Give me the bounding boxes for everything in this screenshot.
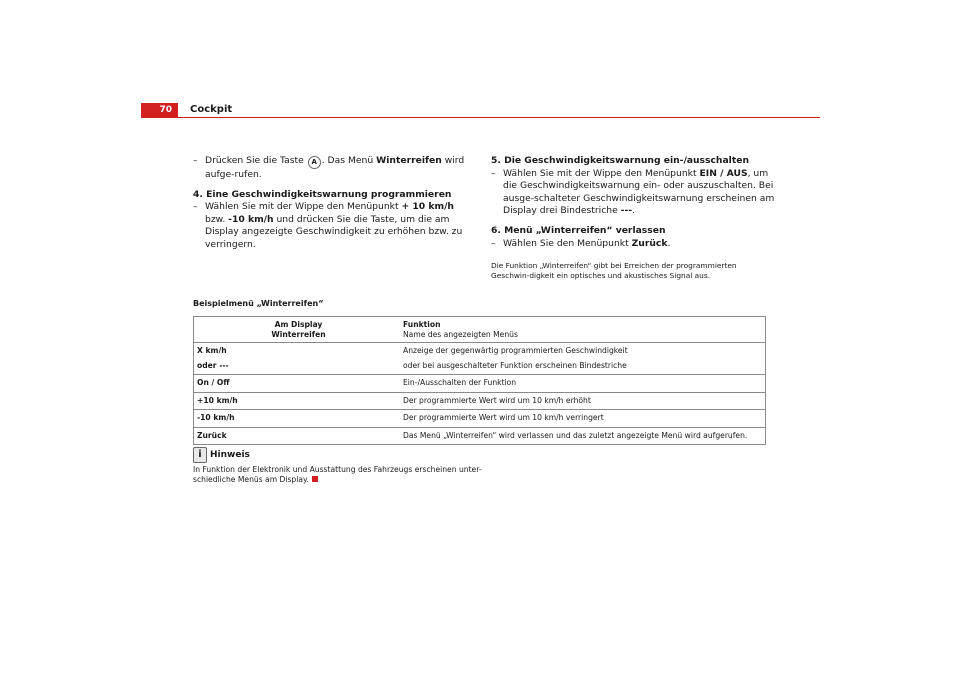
cell-text: oder --- <box>197 360 229 370</box>
button-a-icon: A <box>308 156 321 169</box>
table-row <box>194 427 765 445</box>
left-column <box>193 155 471 252</box>
table-header-row <box>194 317 765 342</box>
table-cell <box>403 428 765 445</box>
menu-item: EIN / AUS <box>699 167 748 179</box>
table-row <box>194 392 765 410</box>
table-cell <box>403 343 765 374</box>
note-box <box>193 444 483 486</box>
cell-text: Zurück <box>197 430 227 440</box>
table-cell <box>194 375 403 392</box>
header-text: Winterreifen <box>271 330 326 339</box>
menu-item: + 10 km/h <box>401 201 454 213</box>
menu-table <box>193 316 766 445</box>
text: bzw. <box>205 213 229 225</box>
header-rule <box>141 117 820 118</box>
function-note: Die Funktion „Winterreifen“ gibt bei Erreichen der programmierten Geschwin-digkeit ein optisches und akustisches Signal aus. <box>491 261 737 281</box>
header-text: Am Display <box>274 320 323 329</box>
page-number: 70 <box>141 103 178 118</box>
cell-text: Der programmierte Wert wird um 10 km/h erhöht <box>403 395 591 405</box>
text: , um die Geschwindigkeitswarnung ein- oder auszuschalten. Bei ausge-schalteter Geschwindigkeitswarnung erscheinen am Display drei Bindestriche <box>503 167 775 217</box>
text: . Das Menü <box>321 155 377 166</box>
table-cell <box>194 410 403 427</box>
step-exit-menu <box>491 238 776 251</box>
header-text: Name des angezeigten Menüs <box>403 330 518 339</box>
text: . <box>667 237 671 249</box>
cell-text: Das Menü „Winterreifen“ wird verlassen und das zuletzt angezeigte Menü wird aufgerufen. <box>403 430 748 440</box>
table-cell <box>194 393 403 410</box>
menu-name: Winterreifen <box>376 155 442 166</box>
table-row <box>194 342 765 374</box>
text: Wählen Sie den Menüpunkt <box>503 237 632 249</box>
header-text: Funktion <box>403 320 441 329</box>
note-body: In Funktion der Elektronik und Ausstattung des Fahrzeugs erscheinen unter-schiedliche Menüs am Display. <box>193 465 482 485</box>
bullet-dash: – <box>491 237 496 249</box>
cell-text: +10 km/h <box>197 395 238 405</box>
step-toggle-warning <box>491 168 776 218</box>
section-heading-6: 6. Menü „Winterreifen“ verlassen <box>491 224 666 236</box>
text: wird aufge-rufen. <box>205 155 465 180</box>
section-heading-5: 5. Die Geschwindigkeitswarnung ein-/ausschalten <box>491 155 749 166</box>
step-open-menu <box>193 155 471 182</box>
bullet-dash: – <box>491 167 496 179</box>
cell-text: Ein-/Ausschalten der Funktion <box>403 378 517 387</box>
bullet-dash: – <box>193 201 198 213</box>
cell-text: Der programmierte Wert wird um 10 km/h verringert <box>403 413 604 422</box>
table-cell <box>194 343 403 374</box>
text: Wählen Sie mit der Wippe den Menüpunkt <box>205 201 402 213</box>
table-cell <box>403 375 765 392</box>
end-marker-icon <box>312 476 318 482</box>
table-cell <box>194 428 403 445</box>
table-row <box>194 374 765 392</box>
table-cell <box>403 393 765 410</box>
right-column <box>491 155 776 281</box>
cell-text: oder bei ausgeschalteter Funktion erscheinen Bindestriche <box>403 360 627 370</box>
section-heading-4: 4. Eine Geschwindigkeitswarnung programmieren <box>193 188 452 200</box>
text: . <box>632 205 636 217</box>
text: Drücken Sie die Taste <box>205 155 307 166</box>
header-cell-function <box>403 317 765 342</box>
menu-item: -10 km/h <box>228 213 274 225</box>
menu-item: Zurück <box>631 237 668 249</box>
cell-text: X km/h <box>197 346 227 355</box>
cell-text: On / Off <box>197 378 230 387</box>
page-title: Cockpit <box>190 104 233 115</box>
cell-text: Anzeige der gegenwärtig programmierten Geschwindigkeit <box>403 346 628 355</box>
note-title: Hinweis <box>210 449 250 460</box>
display-value: --- <box>620 205 633 217</box>
step-program-speed <box>193 201 471 251</box>
table-caption: Beispielmenü „Winterreifen“ <box>193 299 324 308</box>
cell-text: -10 km/h <box>197 413 235 422</box>
bullet-dash: – <box>193 155 198 166</box>
note-text <box>193 465 483 486</box>
header-cell-display <box>194 317 403 342</box>
text: und drücken Sie die Taste, um die am Display angezeigte Geschwindigkeit zu erhöhen bzw. zu verringern. <box>205 213 463 250</box>
text: Wählen Sie mit der Wippe den Menüpunkt <box>503 167 700 179</box>
table-row <box>194 409 765 427</box>
table-cell <box>403 410 765 427</box>
info-note-icon: i <box>193 447 207 463</box>
